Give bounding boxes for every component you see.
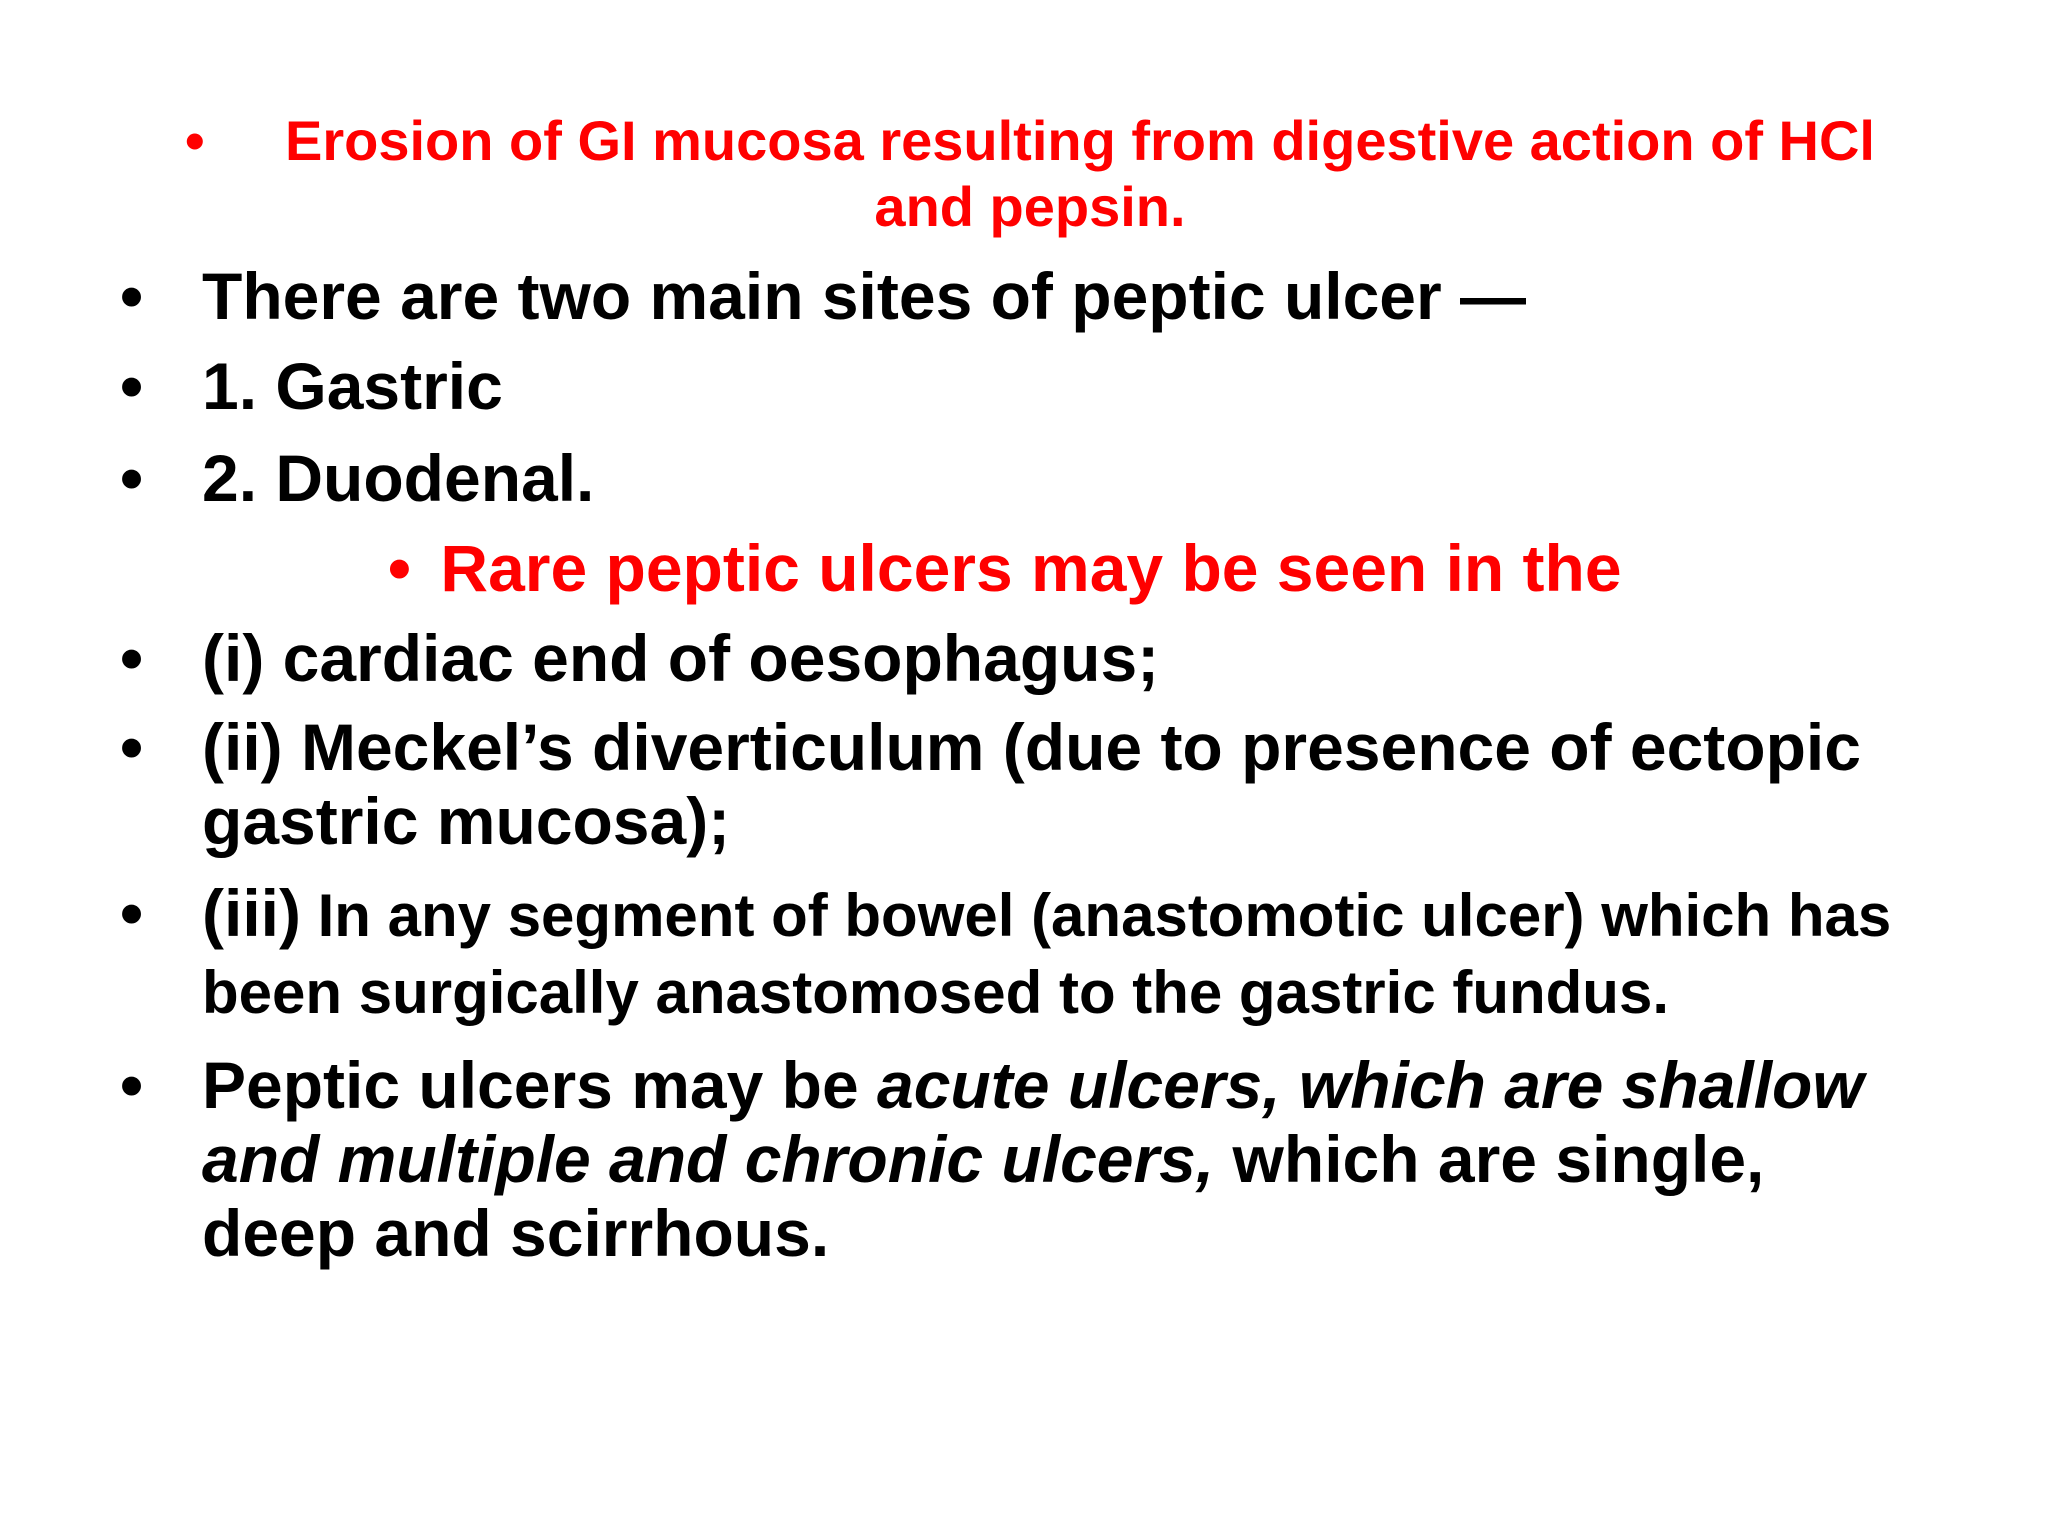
anastomotic-text: In any segment of bowel (anastomotic ulcer) which has been surgically anastomosed to the gastric fundus. <box>202 882 1892 1026</box>
duodenal-text: 2. Duodenal. <box>202 441 595 515</box>
bullet-marker: • <box>120 621 144 695</box>
bullet-marker: • <box>120 441 144 515</box>
peptic-text-start: Peptic ulcers may be <box>202 1048 877 1122</box>
list-item-sites <box>120 258 1920 334</box>
list-item-duodenal <box>120 440 1920 516</box>
bullet-marker: • <box>120 710 144 784</box>
list-item-anastomotic <box>120 876 1920 1030</box>
list-item-gastric <box>120 348 1920 424</box>
bullet-list <box>120 258 1920 1270</box>
gastric-text: 1. Gastric <box>202 349 503 423</box>
meckel-text: (ii) Meckel’s diverticulum (due to presence of ectopic gastric mucosa); <box>202 710 1861 858</box>
anastomotic-prefix: (iii) <box>202 876 301 950</box>
bullet-marker: • <box>120 876 144 950</box>
list-item-peptic-types <box>120 1048 1920 1270</box>
peptic-text-italic: acute ulcers, which are shallow and multiple and chronic ulcers, <box>202 1048 1864 1196</box>
bullet-marker: • <box>120 259 144 333</box>
rare-text: Rare peptic ulcers may be seen in the <box>440 531 1622 605</box>
list-item-cardiac <box>120 620 1920 696</box>
list-item-rare-heading <box>60 530 1920 606</box>
bullet-marker: • <box>120 349 144 423</box>
cardiac-text: (i) cardiac end of oesophagus; <box>202 621 1160 695</box>
list-item-meckel <box>120 710 1920 858</box>
bullet-marker: • <box>387 531 411 605</box>
definition-text: Erosion of GI mucosa resulting from digestive action of HCl and pepsin. <box>285 109 1875 238</box>
peptic-text-end: which are single, deep and scirrhous. <box>202 1122 1765 1270</box>
sites-text: There are two main sites of peptic ulcer — <box>202 259 1527 333</box>
bullet-marker: • <box>120 1048 144 1122</box>
definition-bullet <box>140 108 1920 240</box>
bullet-marker: • <box>185 109 205 172</box>
